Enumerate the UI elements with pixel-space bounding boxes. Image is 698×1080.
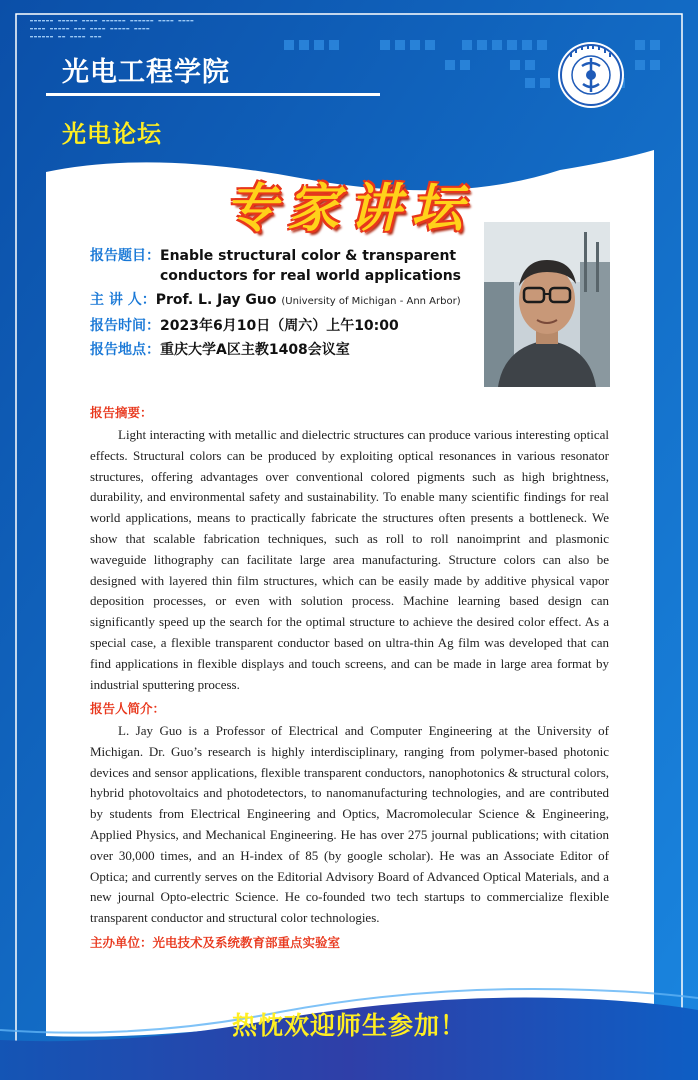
university-seal-icon <box>556 40 626 110</box>
forum-name: 光电论坛 <box>62 119 162 148</box>
place-value: 重庆大学A区主教1408会议室 <box>160 342 350 358</box>
decorative-dashes: ▬▬▬▬ ▬▬▬▬▬ ▬▬▬ ▬▬▬▬ ▬▬▬▬▬ ▬▬▬▬ <box>30 26 151 32</box>
topic-label: 报告题目： <box>90 248 160 264</box>
talk-info <box>90 246 480 364</box>
school-name: 光电工程学院 <box>62 57 230 88</box>
speaker-photo <box>484 222 610 387</box>
time-row <box>90 316 480 336</box>
speaker-name: Prof. L. Jay Guo <box>155 292 277 308</box>
abstract-heading: 报告摘要： <box>90 405 153 420</box>
topic-row <box>90 246 480 286</box>
abstract-text: Light interacting with metallic and dielectric structures can produce various interesting optical effects. Structural colors can be produced by exploiting optical resonances in various resonator structures, offering advantages over conventional colored pigments such as high brightness, durability, and environmental safety and sustainability. To enable many scientific findings for real world applications, means to practically fabricate the structures often presents a bottleneck. We show that scalable fabrication techniques, such as roll to roll nanoimprint and plasmonic waveguide lithography can facilitate large area manufacturing. Structure colors can also be designed with layered thin film structures, which can be easily made by additive physical vapor deposition processes, or even with solution process. Machine learning based design can significantly speed up the search for the optimal structure to achieve the desired color effect. As a special case, a flexible transparent conductor based on ultra-thin Ag film was developed that can find applications in flexible displays and touch screens, and can be made in large area format by industrial sputtering process. <box>90 427 609 692</box>
speaker-label: 主 讲 人： <box>90 292 156 308</box>
place-label: 报告地点： <box>90 342 160 358</box>
event-title: 专家讲坛 <box>224 178 473 239</box>
bio-text: L. Jay Guo is a Professor of Electrical and Computer Engineering at the University of Michigan. Dr. Guo’s research is highly interdisciplinary, ranging from polymer-based photonic devices and sensor applications, flexible transparent conductors, nanophotonics & structural colors, hybrid photovoltaics and photodetectors, to nanomanufacturing technologies, and are contributed by students from Electrical Engineering and Optics, Macromolecular Science & Engineering, Applied Physics, and Mechanical Engineering. He has over 275 journal publications; with citation over 30,000 times, and an H-index of 85 (by google scholar). He was an Associate Editor of Optica; and currently serves on the Editorial Advisory Board of Advanced Optical Materials, and a new journal Opto-electric Science. He co-founded two tech startups to commercialize flexible transparent conductor and structural color technologies. <box>90 723 609 926</box>
host-organization: 主办单位：光电技术及系统教育部重点实验室 <box>90 935 341 950</box>
decorative-dashes: ▬▬▬▬▬▬ ▬▬▬▬▬ ▬▬▬▬ ▬▬▬▬▬▬ ▬▬▬▬▬▬ ▬▬▬▬ ▬▬▬▬ <box>30 18 195 24</box>
speaker-row <box>90 290 480 312</box>
place-row <box>90 340 480 360</box>
speaker-value <box>156 290 480 312</box>
time-label: 报告时间： <box>90 318 160 334</box>
topic-value: Enable structural color & transparent conductors for real world applications <box>160 248 461 284</box>
welcome-message: 热忱欢迎师生参加！ <box>231 1011 466 1040</box>
bio-heading: 报告人简介： <box>90 701 166 716</box>
time-value: 2023年6月10日（周六）上午10:00 <box>160 318 399 334</box>
decorative-dashes: ▬▬▬▬▬▬ ▬▬ ▬▬▬▬ ▬▬▬ <box>30 34 103 40</box>
speaker-affiliation: (University of Michigan - Ann Arbor) <box>281 296 461 307</box>
